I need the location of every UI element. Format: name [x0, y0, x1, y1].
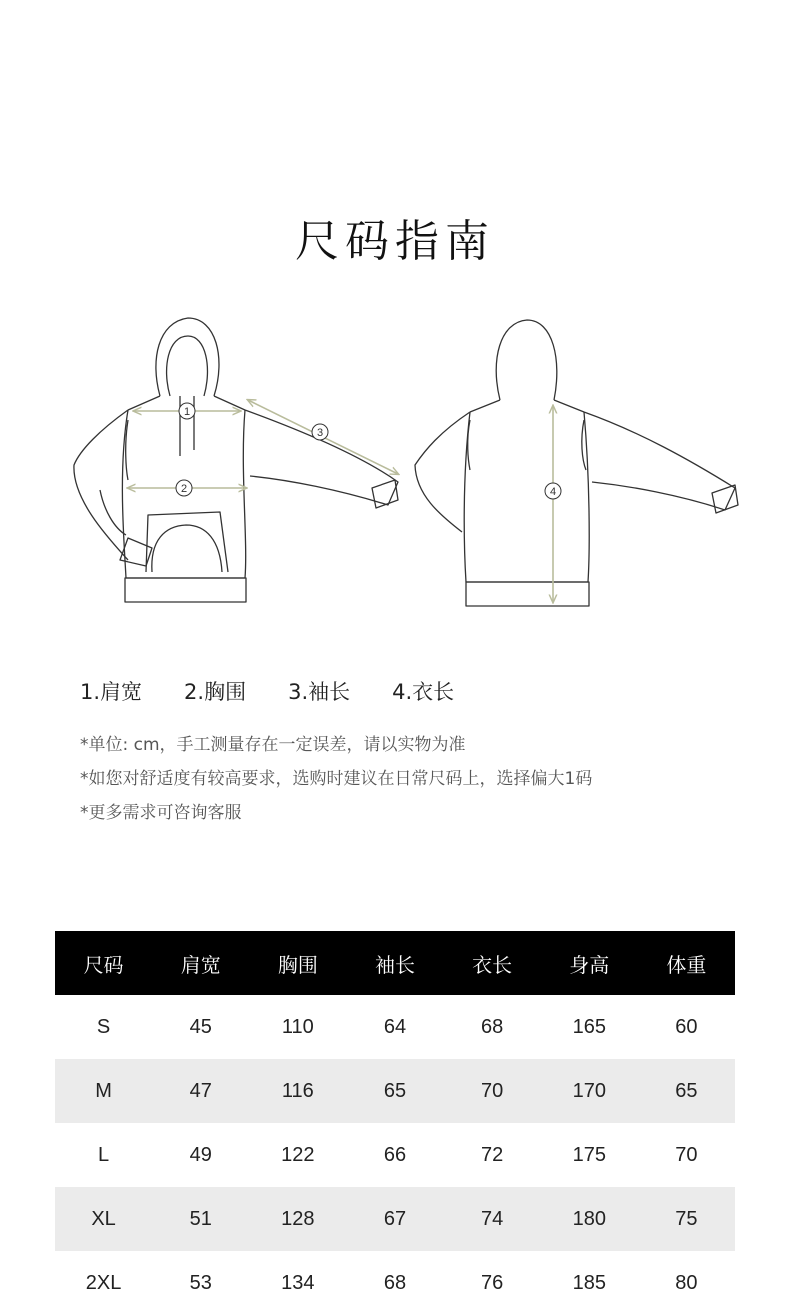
cell: L [98, 1143, 110, 1166]
size-notes [80, 732, 592, 834]
cell: 45 [189, 1015, 212, 1038]
measure-marker-3 [312, 424, 328, 440]
cell: XL [55, 1187, 152, 1251]
cell: 49 [189, 1143, 212, 1166]
cell: 51 [152, 1187, 249, 1251]
header-sleeve: 袖长 [346, 931, 443, 995]
cell: 65 [638, 1059, 735, 1123]
note-comfort: *如您对舒适度有较高要求，选购时建议在日常尺码上，选择偏大1码 [80, 769, 593, 789]
cell: 74 [444, 1187, 541, 1251]
cell: 165 [572, 1015, 606, 1038]
cell: 47 [152, 1059, 249, 1123]
measurement-legend [80, 676, 454, 708]
cell: 180 [541, 1187, 638, 1251]
cell: 75 [638, 1187, 735, 1251]
svg-text:1: 1 [183, 406, 191, 418]
back-hoodie-drawing [415, 320, 738, 606]
cell: 65 [346, 1059, 443, 1123]
measure-marker-1 [179, 403, 195, 419]
cell: 68 [383, 1271, 407, 1294]
cell: 53 [189, 1271, 212, 1294]
svg-text:3: 3 [316, 427, 324, 439]
hoodie-measurement-diagram [0, 300, 790, 630]
measure-marker-4 [545, 483, 561, 499]
cell: 175 [572, 1143, 606, 1166]
page-title: 尺码指南 [295, 216, 495, 267]
header-size: 尺码 [55, 931, 152, 995]
table-header-row [55, 931, 735, 995]
front-measure-lines [128, 400, 398, 488]
cell: 64 [383, 1015, 407, 1038]
cell: 70 [675, 1143, 698, 1166]
header-length: 衣长 [444, 931, 541, 995]
table-row [55, 1059, 735, 1123]
cell: 170 [541, 1059, 638, 1123]
cell: M [55, 1059, 152, 1123]
cell: 72 [481, 1143, 504, 1166]
cell: 76 [481, 1271, 504, 1294]
cell: 185 [572, 1271, 606, 1294]
front-hoodie-drawing [74, 318, 398, 602]
cell: 128 [249, 1187, 346, 1251]
cell: 70 [444, 1059, 541, 1123]
cell: 60 [675, 1015, 698, 1038]
legend-item-chest: 2.胸围 [184, 680, 247, 704]
legend-item-sleeve: 3.袖长 [288, 680, 351, 704]
table-row [55, 1123, 735, 1187]
cell: 80 [675, 1271, 698, 1294]
cell: 116 [249, 1059, 346, 1123]
svg-text:2: 2 [180, 483, 188, 495]
cell: 68 [481, 1015, 504, 1038]
note-service: *更多需求可咨询客服 [80, 803, 242, 823]
cell: 134 [281, 1271, 315, 1294]
table-row [55, 1187, 735, 1251]
measure-marker-2 [176, 480, 192, 496]
table-row [55, 995, 735, 1059]
cell: 122 [281, 1143, 315, 1166]
header-height: 身高 [541, 931, 638, 995]
cell: 66 [383, 1143, 407, 1166]
table-row [55, 1251, 735, 1315]
header-weight: 体重 [638, 931, 735, 995]
note-unit: *单位: cm，手工测量存在一定误差，请以实物为准 [80, 735, 466, 755]
legend-item-shoulder: 1.肩宽 [80, 680, 143, 704]
size-table [55, 931, 735, 1315]
header-chest: 胸围 [249, 931, 346, 995]
cell: 110 [281, 1015, 314, 1038]
header-shoulder: 肩宽 [152, 931, 249, 995]
legend-item-length: 4.衣长 [392, 680, 455, 704]
cell: 67 [346, 1187, 443, 1251]
cell: S [96, 1015, 111, 1038]
svg-text:4: 4 [549, 486, 557, 498]
cell: 2XL [85, 1271, 122, 1294]
